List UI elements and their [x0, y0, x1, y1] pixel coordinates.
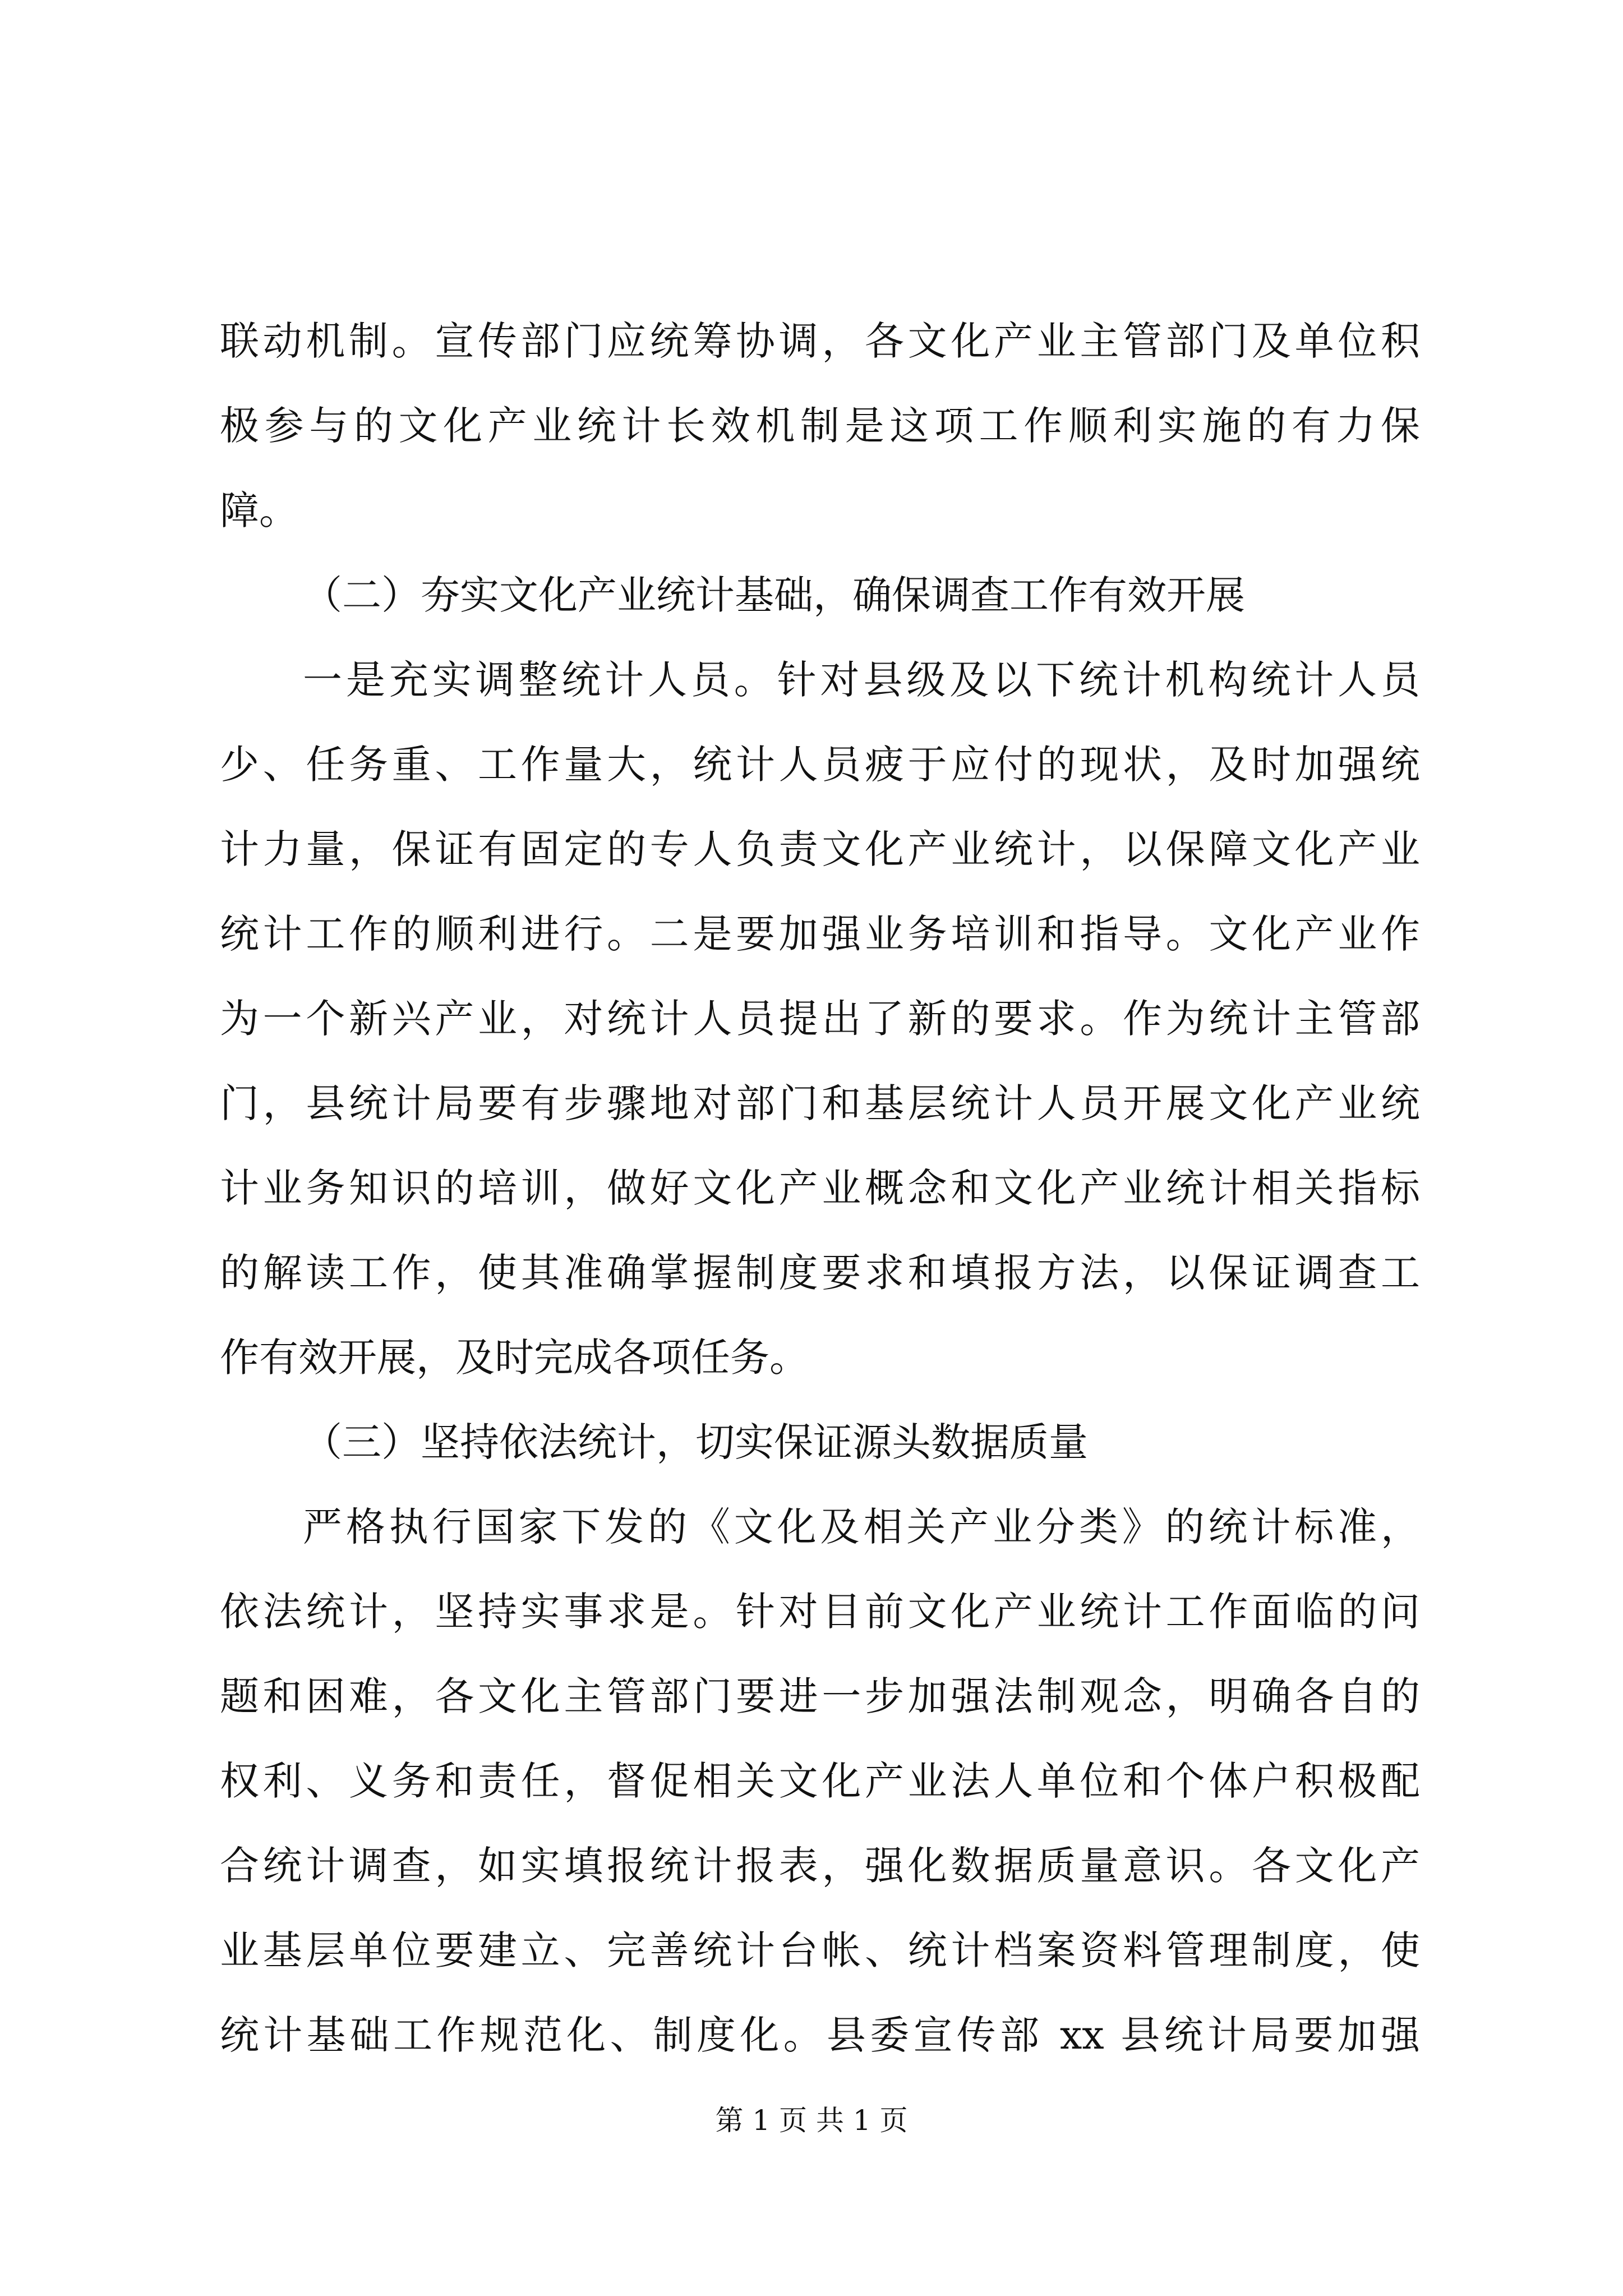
body-text-line: 严格执行国家下发的《文化及相关产业分类》的统计标准，	[303, 1504, 1420, 1550]
body-text-line: 障。	[220, 487, 298, 533]
body-text-line: 计力量，保证有固定的专人负责文化产业统计，以保障文化产业	[220, 826, 1420, 872]
body-text-line: 的解读工作，使其准确掌握制度要求和填报方法，以保证调查工	[220, 1250, 1420, 1296]
body-text-line: 少、任务重、工作量大，统计人员疲于应付的现状，及时加强统	[220, 742, 1420, 788]
body-text-line: 计业务知识的培训，做好文化产业概念和文化产业统计相关指标	[220, 1165, 1420, 1211]
body-text-line: 作有效开展，及时完成各项任务。	[220, 1335, 809, 1381]
body-text-line: 极参与的文化产业统计长效机制是这项工作顺利实施的有力保	[220, 403, 1420, 449]
body-text-line: 依法统计，坚持实事求是。针对目前文化产业统计工作面临的问	[220, 1589, 1420, 1635]
body-text-line: 权利、义务和责任，督促相关文化产业法人单位和个体户积极配	[220, 1758, 1420, 1804]
page-number-footer: 第 1 页 共 1 页	[715, 2104, 908, 2137]
body-text-line: 一是充实调整统计人员。针对县级及以下统计机构统计人员	[303, 657, 1420, 703]
body-text-line: 统计基础工作规范化、制度化。县委宣传部 xx 县统计局要加强	[220, 2012, 1420, 2058]
body-text-line: 统计工作的顺利进行。二是要加强业务培训和指导。文化产业作	[220, 911, 1420, 957]
body-text-line: 题和困难，各文化主管部门要进一步加强法制观念，明确各自的	[220, 1673, 1420, 1719]
body-text-line: 合统计调查，如实填报统计报表，强化数据质量意识。各文化产	[220, 1843, 1420, 1889]
body-text-line: 业基层单位要建立、完善统计台帐、统计档案资料管理制度，使	[220, 1927, 1420, 1973]
section-heading: （三）坚持依法统计，切实保证源头数据质量	[303, 1419, 1088, 1465]
body-text-line: 门，县统计局要有步骤地对部门和基层统计人员开展文化产业统	[220, 1080, 1420, 1126]
body-text-line: 联动机制。宣传部门应统筹协调，各文化产业主管部门及单位积	[220, 318, 1420, 364]
section-heading: （二）夯实文化产业统计基础，确保调查工作有效开展	[303, 572, 1245, 618]
body-text-line: 为一个新兴产业，对统计人员提出了新的要求。作为统计主管部	[220, 996, 1420, 1042]
